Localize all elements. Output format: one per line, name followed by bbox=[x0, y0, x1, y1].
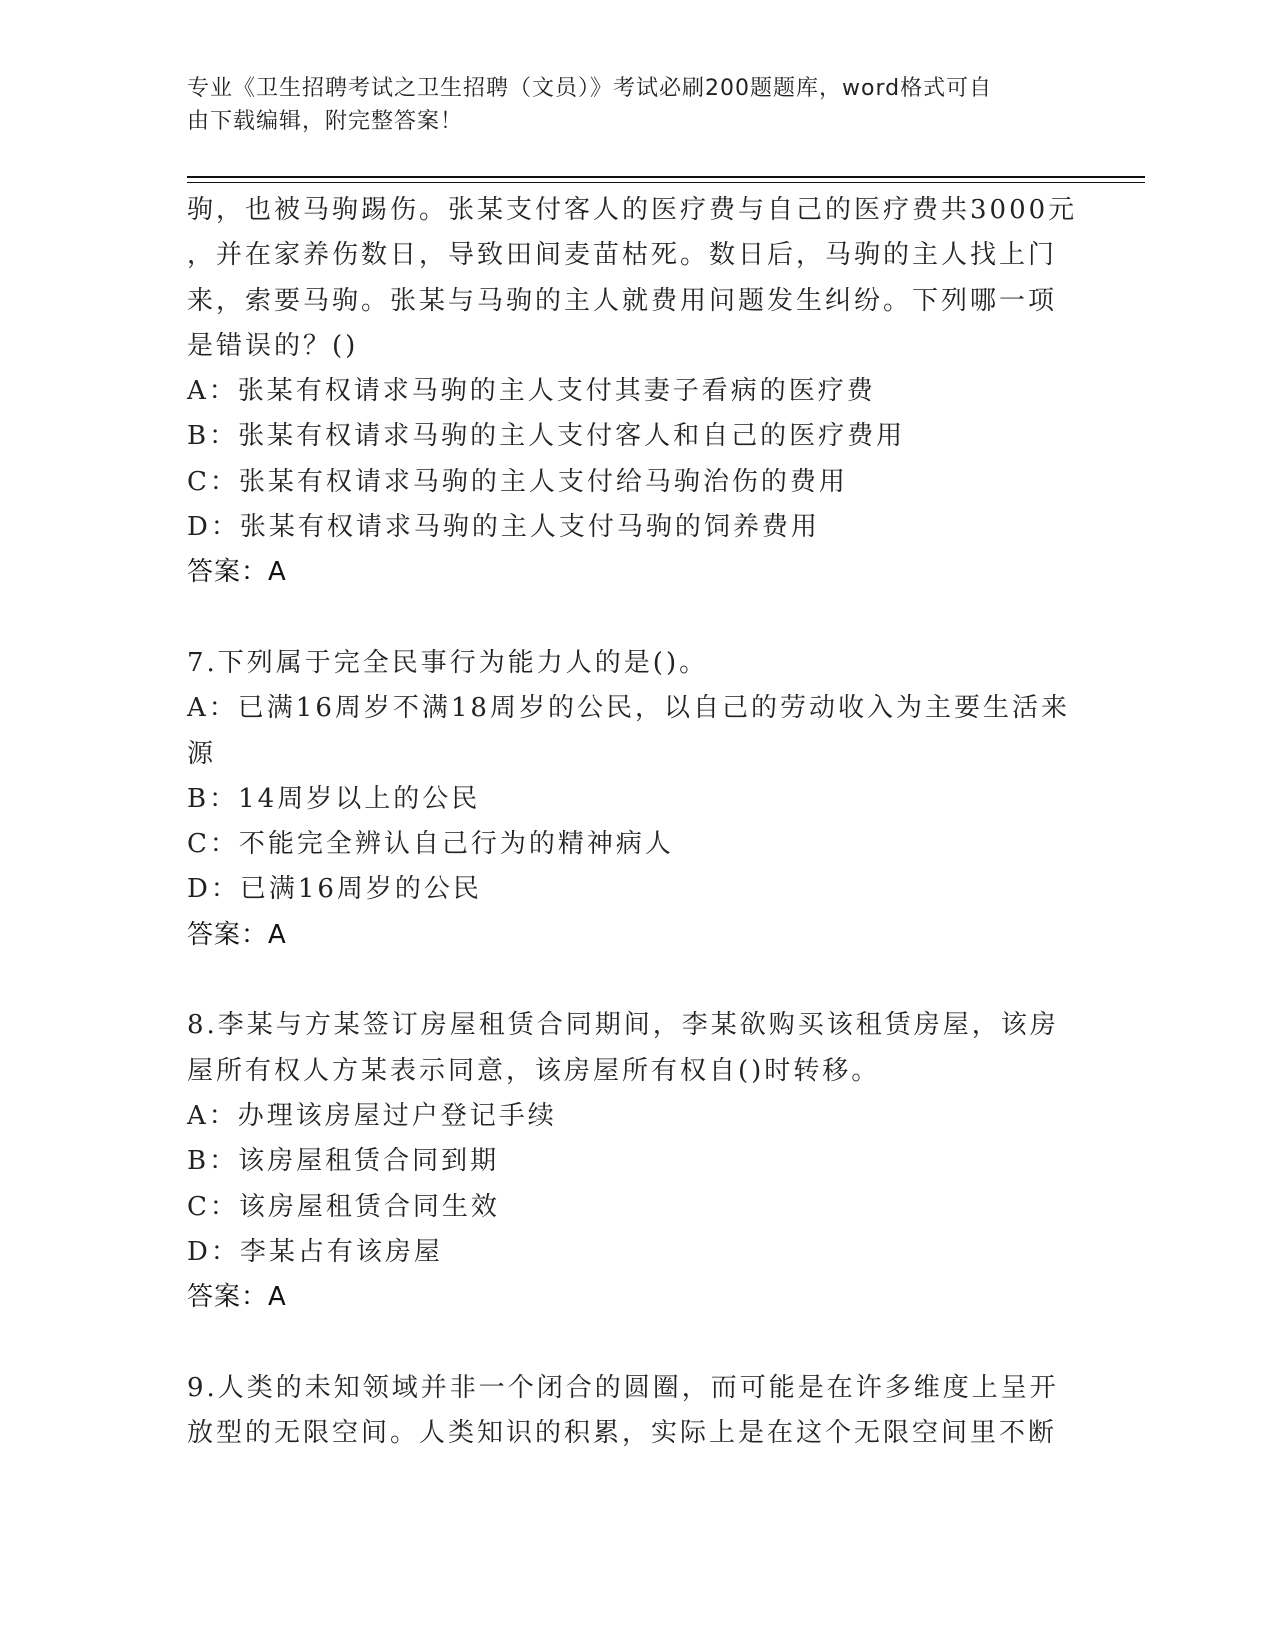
question-stem-line: 来，索要马驹。张某与马驹的主人就费用问题发生纠纷。下列哪一项 bbox=[187, 285, 1058, 316]
option-a-continued: 源 bbox=[187, 738, 217, 769]
answer-line: 答案：A bbox=[187, 557, 287, 588]
question-6-continuation bbox=[187, 188, 1087, 596]
option-a: A：张某有权请求马驹的主人支付其妻子看病的医疗费 bbox=[187, 376, 876, 407]
option-b: B：张某有权请求马驹的主人支付客人和自己的医疗费用 bbox=[187, 421, 906, 452]
document-header bbox=[187, 72, 1067, 138]
option-c: C：不能完全辨认自己行为的精神病人 bbox=[187, 829, 674, 860]
option-c: C：张某有权请求马驹的主人支付给马驹治伤的费用 bbox=[187, 466, 848, 497]
option-d: D：李某占有该房屋 bbox=[187, 1236, 443, 1267]
option-c: C：该房屋租赁合同生效 bbox=[187, 1191, 500, 1222]
question-stem-line: 7.下列属于完全民事行为能力人的是()。 bbox=[187, 647, 709, 678]
spacer bbox=[187, 596, 1087, 641]
question-8 bbox=[187, 1003, 1087, 1320]
question-stem-line: 9.人类的未知领域并非一个闭合的圆圈，而可能是在许多维度上呈开 bbox=[187, 1372, 1059, 1403]
question-stem-line: 8.李某与方某签订房屋租赁合同期间，李某欲购买该租赁房屋，该房 bbox=[187, 1010, 1059, 1041]
document-body bbox=[187, 188, 1087, 1456]
option-b: B：14周岁以上的公民 bbox=[187, 783, 481, 814]
question-9 bbox=[187, 1366, 1087, 1457]
header-line-2: 由下载编辑，附完整答案！ bbox=[187, 109, 464, 134]
question-7 bbox=[187, 641, 1087, 958]
option-a: A：已满16周岁不满18周岁的公民，以自己的劳动收入为主要生活来 bbox=[187, 693, 1070, 724]
spacer bbox=[187, 958, 1087, 1003]
option-a: A：办理该房屋过户登记手续 bbox=[187, 1100, 557, 1131]
question-stem-line: ，并在家养伤数日，导致田间麦苗枯死。数日后，马驹的主人找上门 bbox=[187, 240, 1058, 271]
header-line-1: 专业《卫生招聘考试之卫生招聘（文员）》考试必刷200题题库，word格式可自 bbox=[187, 76, 993, 101]
question-stem-line: 驹，也被马驹踢伤。张某支付客人的医疗费与自己的医疗费共3000元 bbox=[187, 195, 1078, 225]
header-rule-thin bbox=[187, 182, 1145, 183]
header-rule-thick bbox=[187, 176, 1145, 178]
answer-line: 答案：A bbox=[187, 919, 287, 950]
option-d: D：张某有权请求马驹的主人支付马驹的饲养费用 bbox=[187, 512, 820, 543]
question-stem-line: 放型的无限空间。人类知识的积累，实际上是在这个无限空间里不断 bbox=[187, 1418, 1058, 1449]
spacer bbox=[187, 1320, 1087, 1365]
question-stem-line: 是错误的？() bbox=[187, 330, 359, 361]
option-d: D：已满16周岁的公民 bbox=[187, 874, 482, 905]
question-stem-line: 屋所有权人方某表示同意，该房屋所有权自()时转移。 bbox=[187, 1055, 881, 1086]
answer-line: 答案：A bbox=[187, 1282, 287, 1313]
option-b: B：该房屋租赁合同到期 bbox=[187, 1146, 500, 1177]
